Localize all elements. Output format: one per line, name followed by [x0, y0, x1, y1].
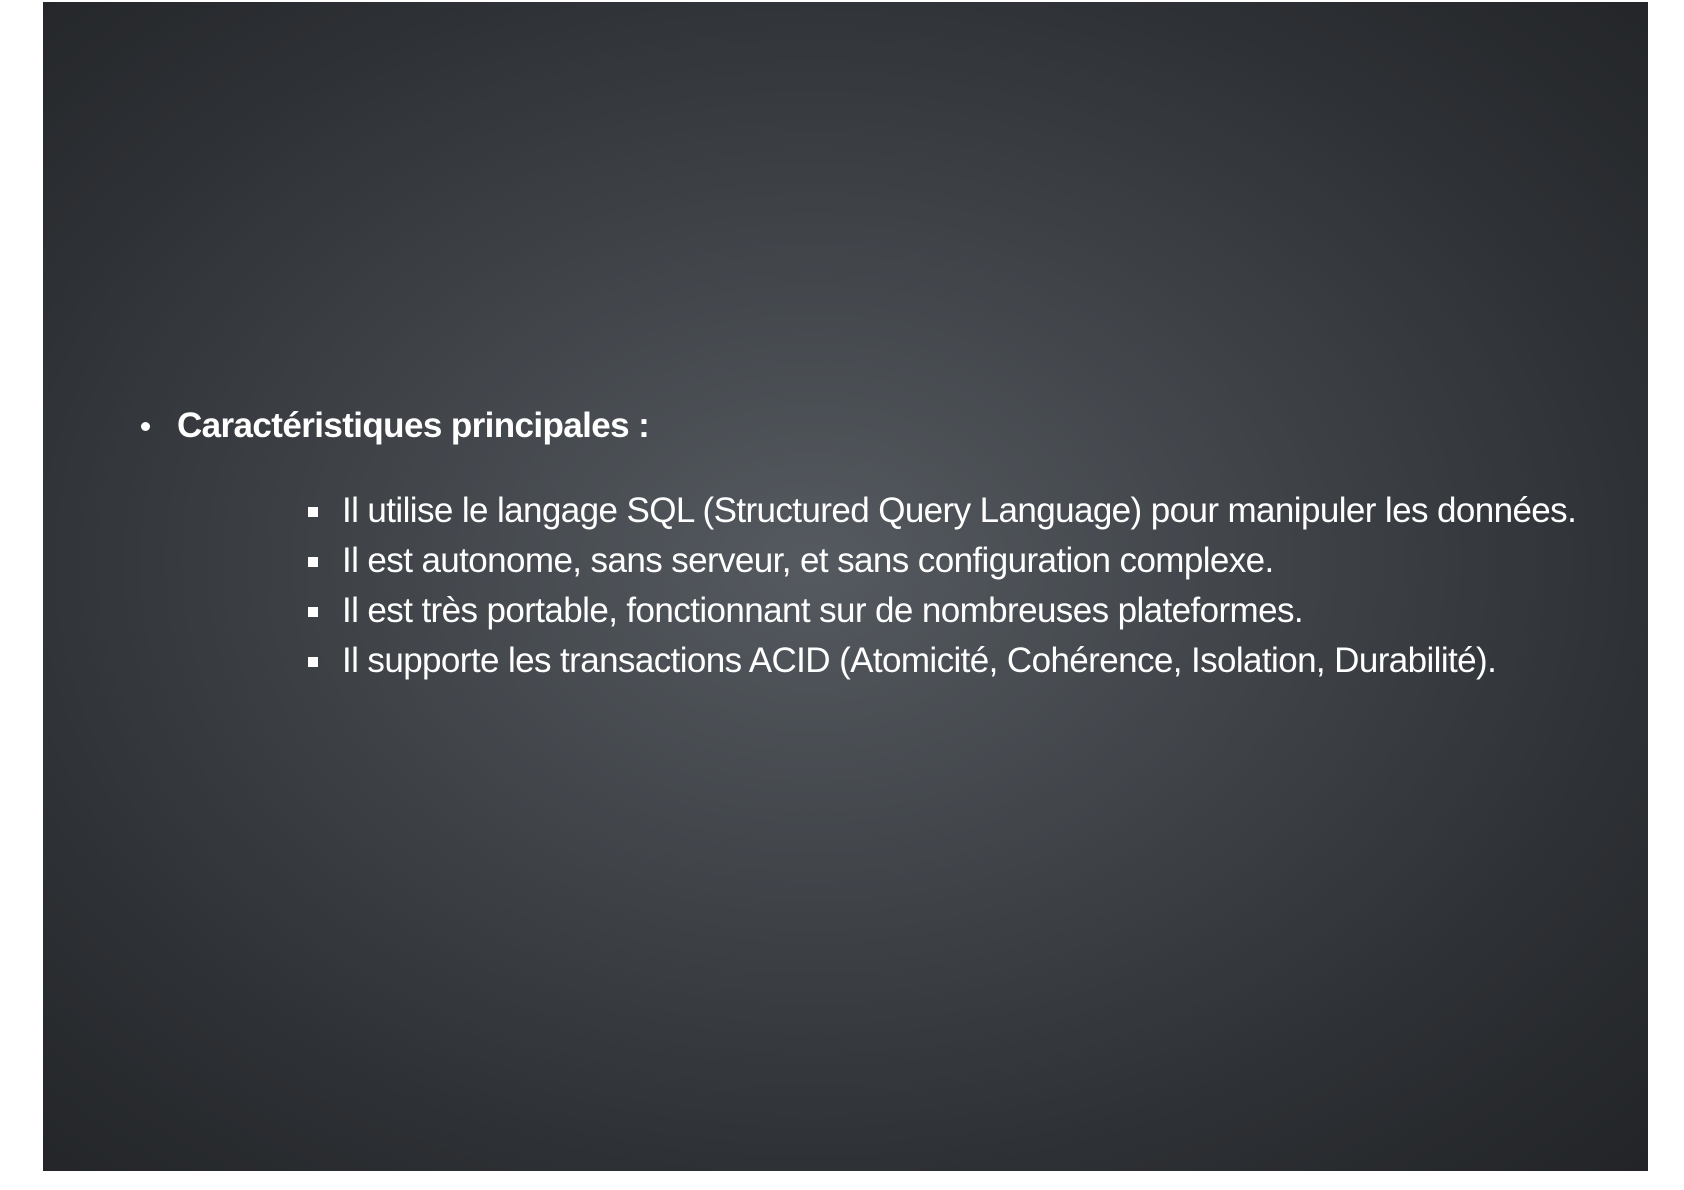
square-bullet-icon — [308, 557, 318, 567]
list-item — [306, 636, 1641, 686]
square-bullet-icon — [308, 657, 318, 667]
list-item-text: Il est autonome, sans serveur, et sans configuration complexe. — [342, 541, 1274, 580]
square-bullet-icon — [308, 607, 318, 617]
slide — [43, 2, 1648, 1171]
list-item-text: Il est très portable, fonctionnant sur de nombreuses plateformes. — [342, 591, 1303, 630]
list-item-text: Il utilise le langage SQL (Structured Query Language) pour manipuler les données. — [342, 491, 1577, 530]
disc-bullet-icon — [141, 422, 150, 431]
bullet-list — [141, 404, 1641, 686]
list-item — [306, 586, 1641, 636]
list-item — [306, 536, 1641, 586]
list-item — [306, 486, 1641, 536]
slide-content — [141, 404, 1641, 686]
section-heading: Caractéristiques principales : — [177, 406, 650, 445]
list-item-text: Il supporte les transactions ACID (Atomicité, Cohérence, Isolation, Durabilité). — [342, 641, 1497, 680]
list-item-features — [141, 404, 1641, 686]
sub-bullet-list — [177, 486, 1641, 686]
square-bullet-icon — [308, 507, 318, 517]
